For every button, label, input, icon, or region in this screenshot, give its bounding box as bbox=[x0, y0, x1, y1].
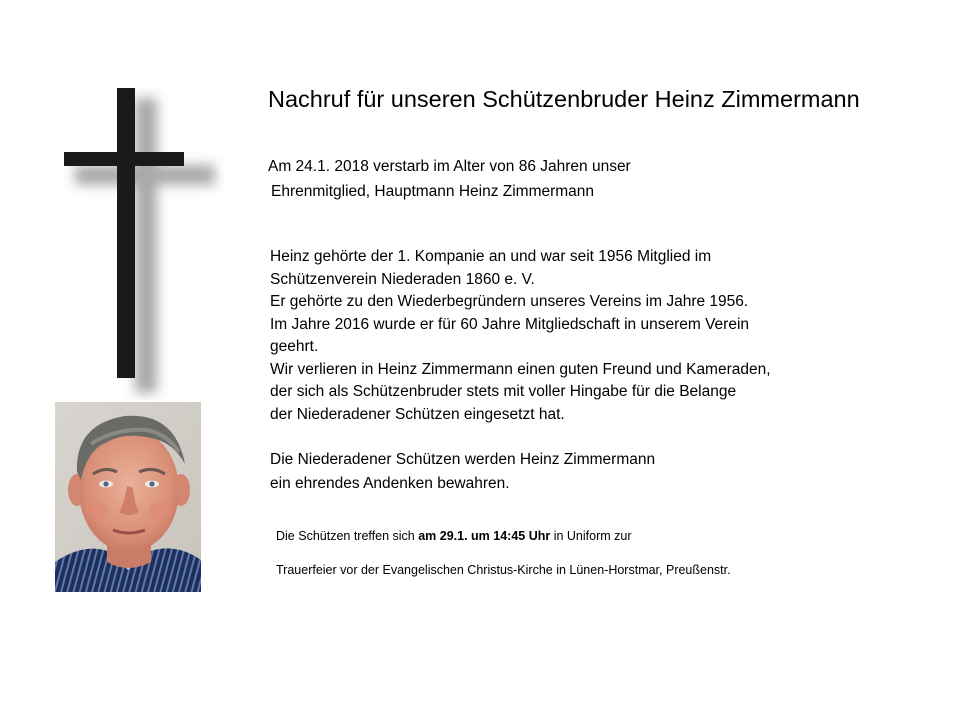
body-line: Wir verlieren in Heinz Zimmermann einen guten Freund und Kameraden, bbox=[270, 360, 771, 378]
body-line: Im Jahre 2016 wurde er für 60 Jahre Mitgliedschaft in unserem Verein bbox=[270, 315, 750, 333]
notice-suffix: in Uniform zur bbox=[550, 529, 632, 543]
closing-line: ein ehrendes Andenken bewahren. bbox=[270, 475, 510, 492]
body-line: Heinz gehörte der 1. Kompanie an und war seit 1956 Mitglied im bbox=[270, 248, 712, 265]
notice-date-time: am 29.1. um 14:45 Uhr bbox=[418, 529, 551, 543]
intro-line: Am 24.1. 2018 verstarb im Alter von 86 Jahren unser bbox=[268, 158, 631, 175]
portrait-photo bbox=[55, 402, 201, 592]
body-line: der sich als Schützenbruder stets mit voller Hingabe für die Belange bbox=[270, 383, 737, 400]
body-paragraph bbox=[270, 246, 771, 426]
body-line: geehrt. bbox=[270, 338, 319, 355]
closing-paragraph bbox=[270, 448, 655, 496]
funeral-location-line: Trauerfeier vor der Evangelischen Christus-Kirche in Lünen-Horstmar, Preußenstr. bbox=[276, 563, 731, 577]
intro-line: Ehrenmitglied, Hauptmann Heinz Zimmermann bbox=[271, 183, 595, 200]
intro-paragraph bbox=[268, 154, 631, 204]
page-title: Nachruf für unseren Schützenbruder Heinz Zimmermann bbox=[268, 86, 860, 112]
body-line: Er gehörte zu den Wiederbegründern unseres Vereins im Jahre 1956. bbox=[270, 293, 749, 310]
body-line: Schützenverein Niederaden 1860 e. V. bbox=[270, 270, 535, 288]
notice-prefix: Die Schützen treffen sich bbox=[276, 529, 419, 543]
body-line: der Niederadener Schützen eingesetzt hat. bbox=[270, 405, 565, 423]
closing-line: Die Niederadener Schützen werden Heinz Zimmermann bbox=[270, 451, 656, 468]
funeral-notice-line bbox=[276, 527, 632, 545]
cross-icon bbox=[55, 80, 225, 400]
